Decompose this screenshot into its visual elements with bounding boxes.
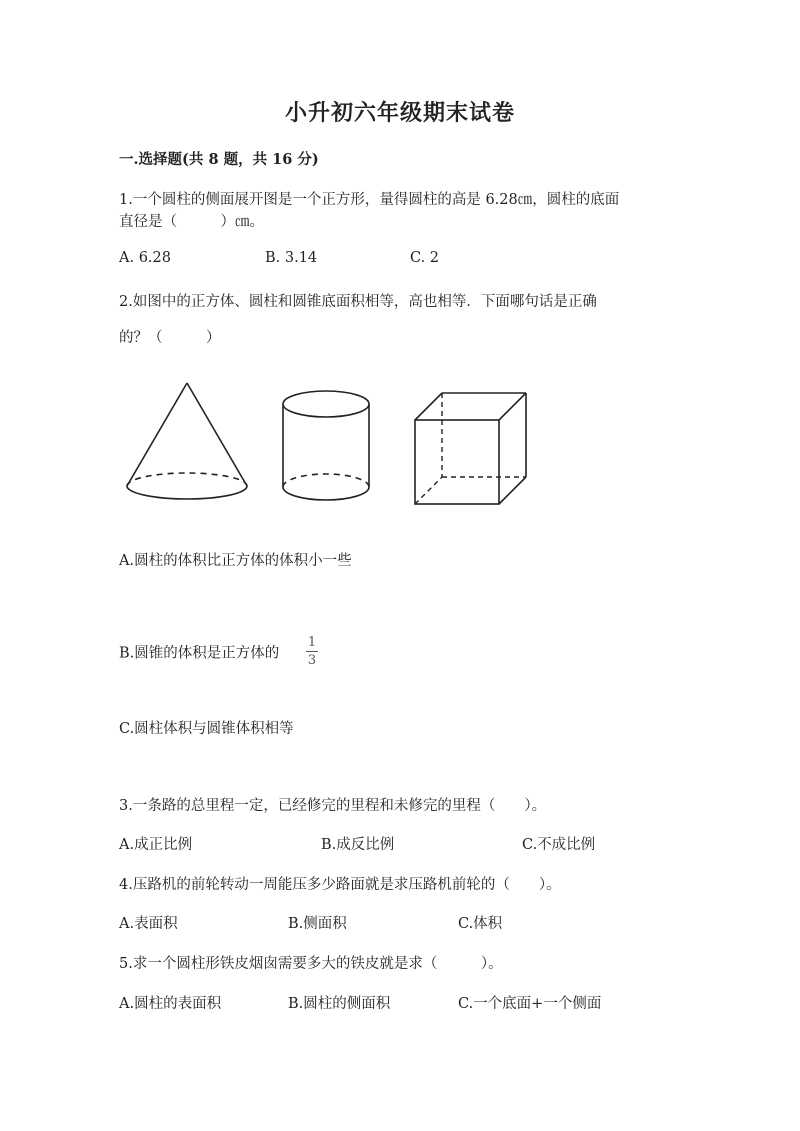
section-heading: 一.选择题(共 8 题，共 16 分) — [119, 151, 319, 168]
question-3-option-a: A.成正比例 — [119, 837, 193, 853]
question-5-option-b: B.圆柱的侧面积 — [288, 996, 391, 1012]
question-3-option-b: B.成反比例 — [321, 837, 395, 853]
question-2-line-1: 2.如图中的正方体、圆柱和圆锥底面积相等，高也相等．下面哪句话是正确 — [119, 294, 597, 310]
question-2-option-b — [119, 635, 318, 669]
question-1-line-2: 直径是（ ）㎝。 — [119, 214, 264, 230]
cube-figure — [408, 386, 538, 512]
question-4-option-b: B.侧面积 — [288, 916, 347, 932]
question-3-line-1: 3.一条路的总里程一定，已经修完的里程和未修完的里程（ ）。 — [119, 798, 547, 814]
question-3-option-c: C.不成比例 — [522, 837, 596, 853]
fraction-denominator: 3 — [307, 653, 317, 668]
question-5-option-c: C.一个底面+一个侧面 — [458, 996, 602, 1012]
question-2-option-a: A.圆柱的体积比正方体的体积小一些 — [119, 553, 352, 569]
question-2-option-b-text: B.圆锥的体积是正方体的 — [119, 645, 280, 662]
cylinder-figure — [276, 386, 376, 508]
question-2-option-c: C.圆柱体积与圆锥体积相等 — [119, 721, 294, 737]
question-1-option-a: A. 6.28 — [119, 250, 171, 266]
question-4-line-1: 4.压路机的前轮转动一周能压多少路面就是求压路机前轮的（ ）。 — [119, 877, 561, 893]
question-4-option-a: A.表面积 — [119, 916, 178, 932]
question-1-option-c: C. 2 — [410, 250, 440, 266]
question-5-line-1: 5.求一个圆柱形铁皮烟囱需要多大的铁皮就是求（ ）。 — [119, 956, 503, 972]
fraction-numerator: 1 — [307, 635, 317, 650]
cone-figure — [120, 378, 255, 503]
page-title: 小升初六年级期末试卷 — [284, 100, 515, 126]
fraction-one-third — [306, 636, 318, 667]
question-1-line-1: 1.一个圆柱的侧面展开图是一个正方形，量得圆柱的高是 6.28㎝，圆柱的底面 — [119, 192, 620, 208]
question-1-option-b: B. 3.14 — [265, 250, 318, 266]
question-5-option-a: A.圆柱的表面积 — [119, 996, 222, 1012]
question-4-option-c: C.体积 — [458, 916, 503, 932]
question-2-line-2: 的？（ ） — [119, 330, 221, 346]
